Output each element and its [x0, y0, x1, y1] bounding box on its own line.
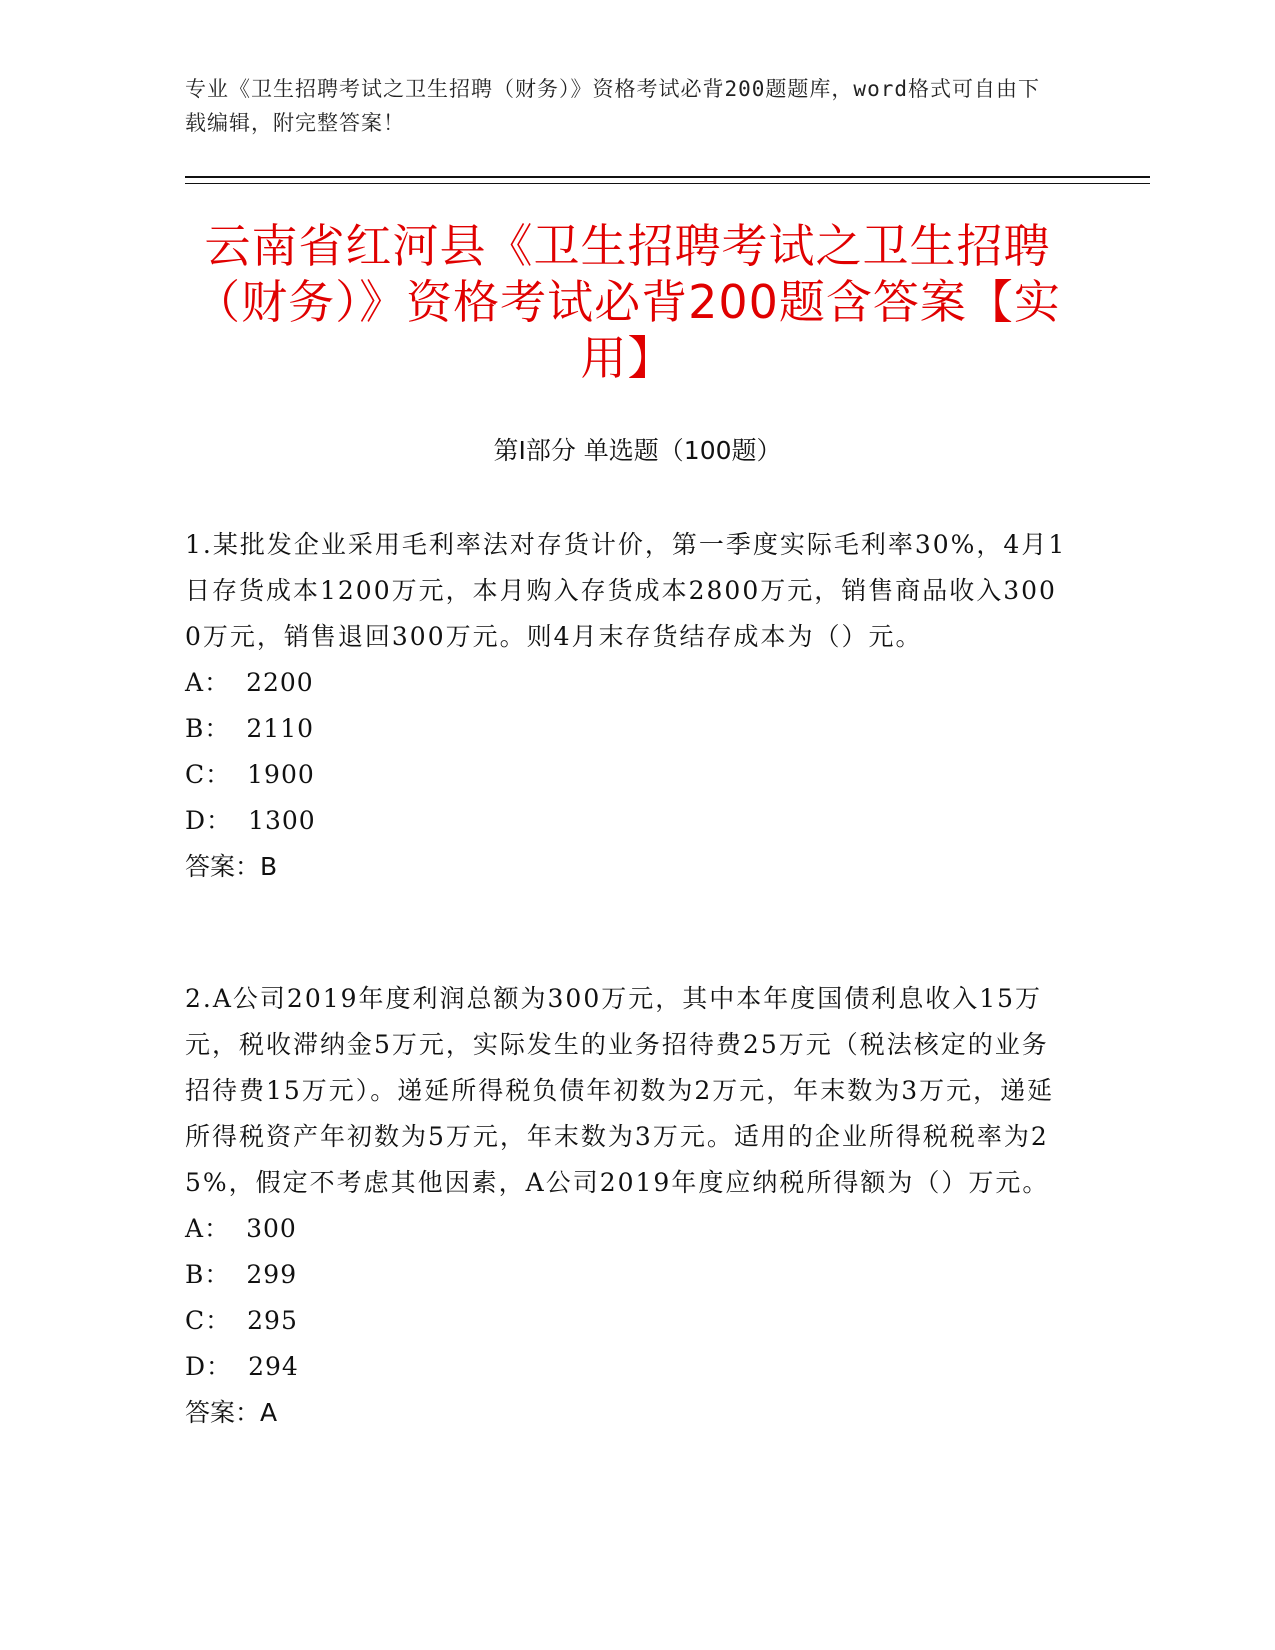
option-separator: ： — [204, 1214, 231, 1243]
section-heading: 第I部分 单选题（100题） — [493, 436, 782, 465]
option-separator: ： — [205, 1306, 232, 1335]
option-list — [185, 1206, 1070, 1390]
option-text: 2110 — [246, 714, 315, 743]
option-d — [185, 1344, 1070, 1390]
option-separator: ： — [206, 1352, 233, 1381]
option-letter: A — [185, 1214, 205, 1243]
option-text: 1900 — [247, 760, 315, 789]
option-letter: B — [185, 714, 205, 743]
header-note: 专业《卫生招聘考试之卫生招聘（财务）》资格考试必背200题题库，word格式可自由下载编辑，附完整答案！ — [185, 77, 1040, 135]
answer-line: 答案：B — [185, 852, 278, 881]
option-a — [185, 660, 1070, 706]
option-letter: A — [185, 668, 205, 697]
header-divider-thin — [185, 183, 1150, 184]
option-letter: D — [185, 1352, 207, 1381]
option-separator: ： — [204, 1260, 231, 1289]
option-b — [185, 706, 1070, 752]
option-c — [185, 752, 1070, 798]
header-divider-thick — [185, 176, 1150, 178]
option-text: 295 — [247, 1306, 298, 1335]
option-text: 300 — [246, 1214, 297, 1243]
question-1 — [185, 522, 1070, 890]
option-a — [185, 1206, 1070, 1252]
option-separator: ： — [205, 760, 232, 789]
option-d — [185, 798, 1070, 844]
answer-line: 答案：A — [185, 1398, 278, 1427]
option-list — [185, 660, 1070, 844]
question-stem: 1.某批发企业采用毛利率法对存货计价，第一季度实际毛利率30%，4月1日存货成本1200万元，本月购入存货成本2800万元，销售商品收入3000万元，销售退回300万元。则4月末存货结存成本为（）元。 — [185, 530, 1067, 651]
option-text: 2200 — [246, 668, 314, 697]
option-text: 299 — [246, 1260, 298, 1289]
option-separator: ： — [204, 714, 231, 743]
option-text: 294 — [248, 1352, 299, 1381]
document-title: 云南省红河县《卫生招聘考试之卫生招聘（财务）》资格考试必背200题含答案【实用】 — [194, 219, 1061, 385]
option-letter: C — [185, 1306, 206, 1335]
option-text: 1300 — [248, 806, 316, 835]
option-separator: ： — [204, 668, 231, 697]
option-letter: C — [185, 760, 206, 789]
question-stem: 2.A公司2019年度利润总额为300万元，其中本年度国债利息收入15万元，税收滞纳金5万元，实际发生的业务招待费25万元（税法核定的业务招待费15万元）。递延所得税负债年初数为2万元，年末数为3万元，递延所得税资产年初数为5万元，年末数为3万元。适用的企业所得税税率为25%，假定不考虑其他因素，A公司2019年度应纳税所得额为（）万元。 — [185, 984, 1055, 1197]
option-c — [185, 1298, 1070, 1344]
option-letter: D — [185, 806, 207, 835]
option-letter: B — [185, 1260, 205, 1289]
option-separator: ： — [206, 806, 233, 835]
question-2 — [185, 976, 1070, 1436]
option-b — [185, 1252, 1070, 1298]
